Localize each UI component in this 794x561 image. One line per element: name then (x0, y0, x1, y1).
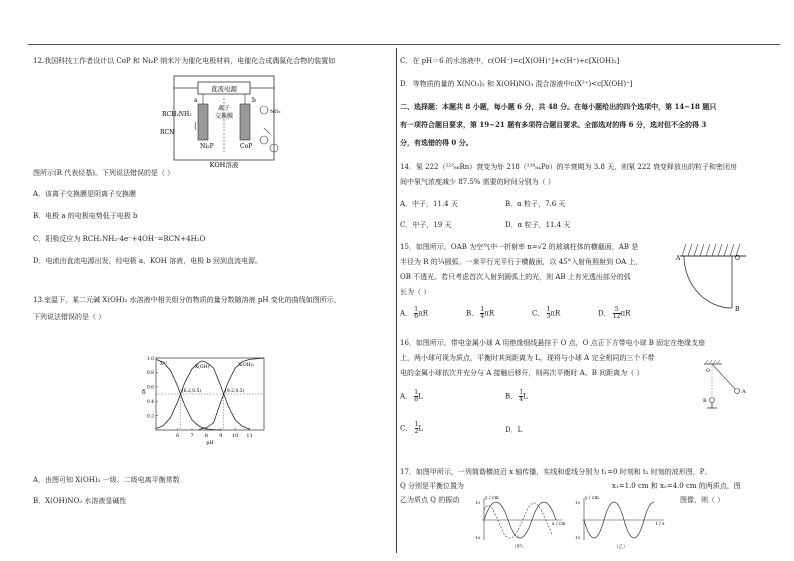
svg-text:NO₂: NO₂ (270, 109, 281, 115)
q16-stem-line1: 16．如图所示，带电金属小球 A 用绝缘细线悬挂于 O 点，O 点正下方带电小球 B 固定在绝缘支座 (400, 339, 706, 347)
q13-stem-line1: 13.室温下，某二元碱 X(OH)₂ 水溶液中相关组分的物质的量分数随溶液 pH 变化的曲线如图所示， (33, 296, 341, 304)
series-label-0: X²⁺ (160, 362, 168, 367)
q16-option-a: A． $\frac{1}{8}$ L (400, 389, 423, 403)
svg-text:（乙）: （乙） (614, 545, 628, 550)
svg-text:O: O (735, 255, 740, 262)
svg-text:a: a (194, 97, 198, 104)
q12-solution-label: KOH溶液 (209, 161, 239, 168)
q15-stem-line2: 半径为 R 的¼圆弧。一束平行光平行于横截面，以 45°入射角照射到 OA 上， (400, 258, 643, 266)
series-line-1 (156, 361, 250, 429)
column-divider (396, 48, 397, 553)
annotation-1: (9.2,0.5) (225, 389, 245, 394)
x-tick-label-3: 9 (219, 433, 223, 439)
x-axis-label: pH (206, 440, 214, 446)
svg-text:RCN: RCN (160, 129, 175, 136)
svg-text:O: O (706, 368, 711, 374)
svg-text:10: 10 (475, 500, 481, 505)
q14-option-d: D．α 粒子，11.4 天 (505, 221, 571, 229)
q12-diagram (160, 68, 290, 168)
section2-line1: 二、选择题：本题共 8 小题，每小题 6 分，共 48 分。在每小题给出的四个选项中，第 14~18 题只 (400, 102, 717, 111)
q13-stem-line2: 下列说法错误的是（ ） (33, 313, 106, 321)
cop-electrode (240, 104, 250, 140)
series-label-1: X(OH)⁺ (194, 365, 212, 370)
q16-stem-line3: 电的金属小球依次并充分与 A 接触后移开，则再次平衡时 A、B 间距离为（ ） (400, 369, 644, 377)
svg-text:y / cm: y / cm (585, 496, 599, 501)
q13-option-a: A．由图可知 X(OH)₂ 一级、二级电离平衡常数 (33, 476, 180, 484)
svg-text:-10: -10 (474, 535, 481, 540)
q14-option-b: B．α 粒子，7.6 天 (505, 200, 566, 208)
q12-option-b: B．电极 a 的电极电势低于电极 b (33, 212, 138, 220)
ni2p-electrode (198, 104, 208, 140)
q12-option-a: A．该离子交换膜是阴离子交换膜 (33, 190, 137, 198)
section2-line3: 分，有选错的得 0 分。 (400, 138, 473, 147)
q15-stem-line4: 长为（ ） (400, 288, 431, 296)
q16-option-c: C． $\frac{1}{2}$ L (400, 421, 424, 435)
q13-option-c: C．在 pH＝6 的水溶液中，c(OH⁻)=c[X(OH)⁺]+c(H⁺)+c[X(OH)₂] (400, 57, 620, 65)
svg-text:t / s: t / s (656, 522, 665, 527)
svg-text:Ni₂P: Ni₂P (200, 143, 214, 150)
y-tick-label-0: 0.2 (146, 414, 154, 420)
header-rule (28, 44, 780, 45)
y-tick-label-1: 0.4 (146, 400, 154, 405)
y-tick-label-3: 0.8 (146, 371, 154, 377)
svg-text:y / cm: y / cm (485, 496, 499, 501)
x-tick-label-4: 10 (232, 433, 239, 439)
q12-stem-line1: 12.我国科技工作者设计以 CoP 和 Ni₂P 纳米片为催化电极材料，电催化合成偶氮化合物的装置如 (33, 57, 336, 65)
q14-stem-line1: 14．氡 222（²²²₈₆Rn）衰变为钋 218（²¹⁸₈₄Po）的半衰期为 3.8 天，则氡 222 衰变释放出的粒子和密闭房 (400, 163, 737, 171)
svg-text:x / cm: x / cm (552, 522, 566, 527)
annotation-0: (6.2,0.5) (181, 389, 202, 394)
svg-text:B: B (703, 398, 707, 404)
svg-text:离子: 离子 (217, 105, 231, 112)
q13-option-b: B．X(OH)NO₃ 水溶液显碱性 (33, 497, 127, 505)
q16-stem-line2: 上，两小球可视为质点，平衡时其间距离为 L。现将与小球 A 完全相同的三个不带 (400, 354, 655, 362)
x-tick-label-0: 6 (176, 433, 180, 439)
q15-option-b: B． $\frac{1}{4}$ πR (466, 306, 495, 320)
x-tick-label-5: 11 (246, 433, 253, 439)
q14-stem-line2: 间中氡气浓度减少 87.5% 需要的时间分别为（ ） (400, 178, 555, 186)
q12-stem-line2: 图所示(R 代表烃基)。下列说法错误的是（ ） (33, 169, 175, 177)
q16-option-d: D．L (505, 426, 523, 434)
q17-stem-line2a: Q 分别是平衡位置为 (400, 482, 464, 490)
y-axis-label: δ (142, 389, 146, 396)
q17-stem-line3a: 乙为质点 Q 的振动 (400, 496, 460, 504)
q13-chart (140, 352, 270, 447)
q17-figure-jia (474, 494, 566, 550)
svg-text:CoP: CoP (240, 143, 253, 150)
svg-text:B: B (735, 306, 740, 313)
q16-figure (700, 360, 750, 412)
q15-option-c: C． $\frac{1}{3}$ πR (532, 306, 561, 320)
q16-option-b: B． $\frac{1}{4}$ L (505, 389, 528, 403)
q17-stem-line3b: 图像，则（ ） (680, 496, 725, 504)
svg-text:交换膜: 交换膜 (214, 113, 234, 120)
svg-text:10: 10 (575, 500, 581, 505)
q12-option-d: D．电流由直流电源出发，经电极 a，KOH 溶液，电极 b 回到直流电源。 (33, 257, 263, 265)
section2-line2: 有一项符合题目要求，第 19~21 题有多项符合题目要求。全部选对的得 6 分，选对但不全的得 3 (400, 120, 707, 129)
q12-option-c: C．阳极反应为 RCH₂NH₂-4e⁻+4OH⁻=RCN+4H₂O (33, 235, 206, 243)
q13-option-d: D．等物质的量的 X(NO₃)₂ 和 X(OH)NO₃ 混合溶液中c(X²⁺)<c[X(OH)⁺] (400, 80, 633, 88)
series-label-2: X(OH)₂ (238, 363, 255, 368)
y-tick-label-4: 1.0 (146, 356, 154, 362)
y-tick-label-2: 0.6 (146, 385, 154, 391)
q17-figure-yi (574, 494, 670, 550)
svg-text:RCH₂NH₂: RCH₂NH₂ (162, 111, 192, 118)
q15-figure (672, 236, 754, 314)
q15-option-a: A． $\frac{1}{6}$ πR (400, 306, 428, 320)
svg-text:b: b (252, 97, 256, 104)
q14-option-a: A．中子，11.4 天 (400, 200, 458, 208)
svg-text:A: A (676, 255, 681, 262)
x-tick-label-2: 8 (204, 433, 208, 439)
svg-text:（甲）: （甲） (512, 545, 526, 550)
q15-stem-line1: 15．如图所示，OAB 为空气中一折射率 n=√2 的玻璃柱体的横截面，AB 是 (400, 243, 639, 251)
q12-power-label: 直流电源 (211, 85, 237, 93)
x-tick-label-1: 7 (190, 433, 194, 439)
svg-text:A: A (742, 389, 746, 395)
svg-text:-10: -10 (574, 535, 581, 540)
q17-stem-line1: 17．如图甲所示，一列简谐横波沿 x 轴传播，实线和虚线分别为 t₁=0 时刻和 t₂ 时刻的波形图，P、 (400, 468, 712, 476)
q15-stem-line3: OB 不透光。若只考虑首次入射到圆弧上的光，则 AB 上有光透出部分的弧 (400, 273, 631, 281)
q14-option-c: C．中子，19 天 (400, 221, 452, 229)
q15-option-d: D． $\frac{5}{12}$ πR (598, 306, 631, 320)
q17-stem-line2b: x₁=1.0 cm 和 x₂=4.0 cm 的两质点，图 (612, 482, 741, 490)
